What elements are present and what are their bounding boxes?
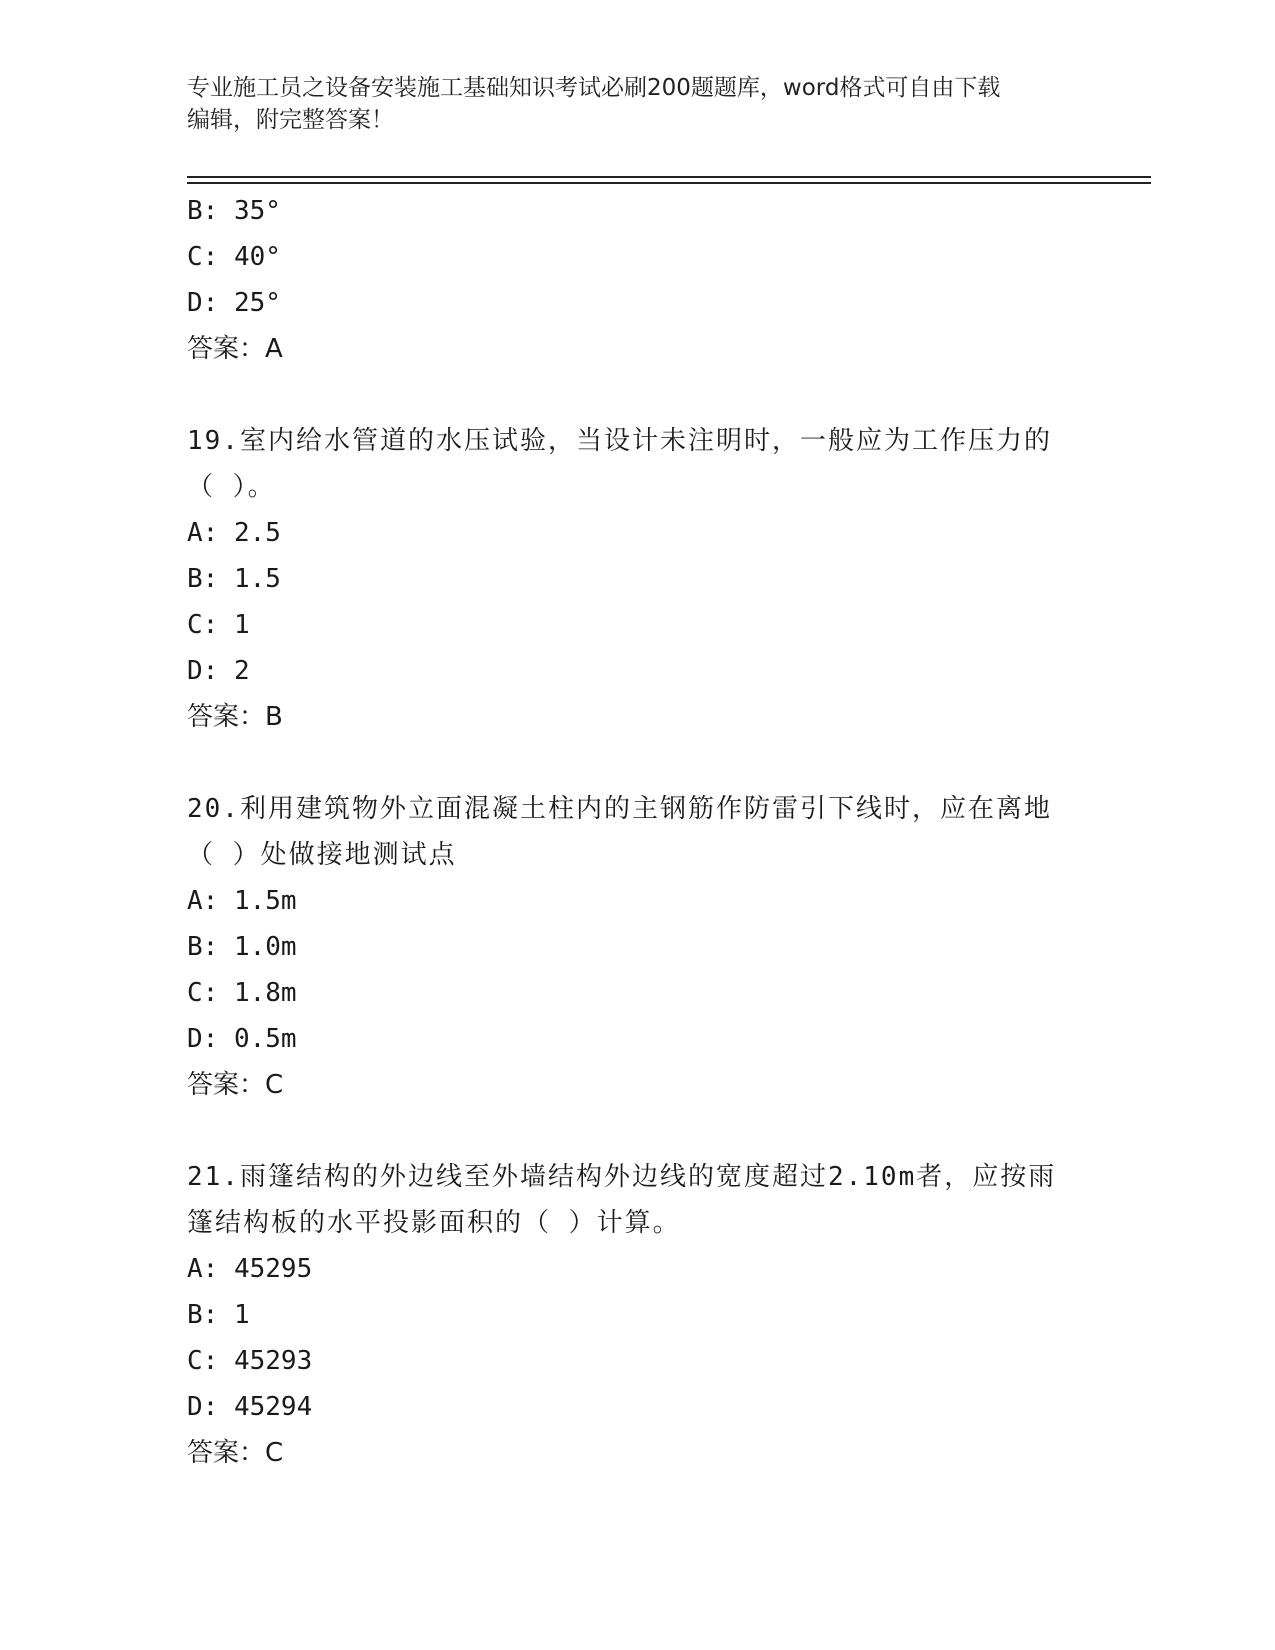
option-c: C: 1.8m — [187, 978, 297, 1008]
spacer — [187, 372, 1107, 418]
answer: 答案：C — [187, 1438, 284, 1468]
question-19 — [187, 418, 1107, 740]
question-20 — [187, 786, 1107, 1108]
answer: 答案：C — [187, 1070, 284, 1100]
document-header — [187, 72, 1087, 136]
option-b: B: 1 — [187, 1300, 250, 1330]
header-divider-bottom — [187, 182, 1151, 184]
option-c: C: 40° — [187, 242, 281, 272]
option-c: C: 45293 — [187, 1346, 313, 1376]
question-text-line-1: 19.室内给水管道的水压试验，当设计未注明时，一般应为工作压力的 — [187, 426, 1052, 456]
option-d: D: 0.5m — [187, 1024, 297, 1054]
header-divider-top — [187, 176, 1151, 178]
option-a: A: 2.5 — [187, 518, 281, 548]
option-c: C: 1 — [187, 610, 250, 640]
question-text-line-2: （ ）。 — [187, 472, 276, 502]
option-a: A: 1.5m — [187, 886, 297, 916]
question-text-line-2: （ ）处做接地测试点 — [187, 840, 457, 870]
answer: 答案：B — [187, 702, 283, 732]
header-line-2: 编辑，附完整答案！ — [187, 107, 394, 133]
question-text-line-1: 21.雨篷结构的外边线至外墙结构外边线的宽度超过2.10m者，应按雨 — [187, 1162, 1057, 1192]
document-body — [187, 188, 1107, 1476]
question-21 — [187, 1154, 1107, 1476]
option-d: D: 45294 — [187, 1392, 313, 1422]
option-d: D: 2 — [187, 656, 250, 686]
option-a: A: 45295 — [187, 1254, 313, 1284]
spacer — [187, 740, 1107, 786]
option-d: D: 25° — [187, 288, 281, 318]
option-b: B: 35° — [187, 196, 281, 226]
option-b: B: 1.5 — [187, 564, 281, 594]
previous-question — [187, 188, 1107, 372]
spacer — [187, 1108, 1107, 1154]
answer: 答案：A — [187, 334, 283, 364]
header-line-1: 专业施工员之设备安装施工基础知识考试必刷200题题库，word格式可自由下载 — [187, 75, 1001, 101]
option-b: B: 1.0m — [187, 932, 297, 962]
question-text-line-1: 20.利用建筑物外立面混凝土柱内的主钢筋作防雷引下线时，应在离地 — [187, 794, 1052, 824]
question-text-line-2: 篷结构板的水平投影面积的（ ）计算。 — [187, 1208, 681, 1238]
